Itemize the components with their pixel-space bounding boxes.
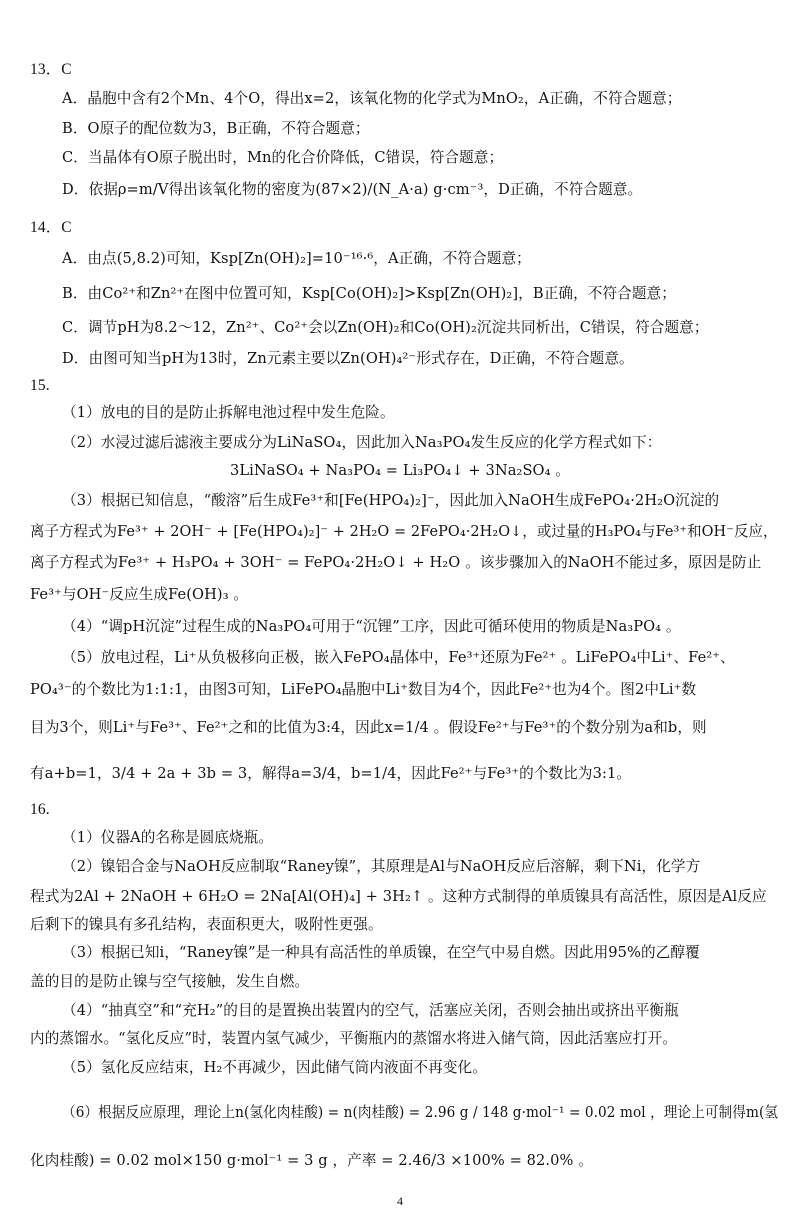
q15-part1: （1）放电的目的是防止拆解电池过程中发生危险。 [62, 404, 395, 421]
q14-option-a: A．由点(5,8.2)可知，Ksp[Zn(OH)₂]=10⁻¹⁶·⁶，A正确，不符合题意； [62, 250, 531, 267]
q15-part3-line4: Fe³⁺与OH⁻反应生成Fe(OH)₃ 。 [30, 586, 249, 603]
q13-number: 13．C [30, 61, 72, 78]
q14-option-d: D．由图可知当pH为13时，Zn元素主要以Zn(OH)₄²⁻形式存在，D正确，不符合题意。 [62, 350, 634, 367]
q16-part5: （5）氢化反应结束，H₂不再减少，因此储气筒内液面不再变化。 [62, 1059, 487, 1076]
page-number: 4 [397, 1194, 403, 1208]
q16-number: 16. [30, 801, 50, 818]
q15-part5-line4: 有a+b=1，3/4 + 2a + 3b = 3，解得a=3/4，b=1/4，因此Fe²⁺与Fe³⁺的个数比为3:1。 [30, 765, 632, 782]
q16-part6-line2: 化肉桂酸) = 0.02 mol×150 g·mol⁻¹ = 3 g ，产率 = 2.46/3 ×100% = 82.0% 。 [30, 1152, 593, 1169]
q15-part4: （4）“调pH沉淀”过程生成的Na₃PO₄可用于“沉锂”工序，因此可循环使用的物质是Na₃PO₄ 。 [62, 618, 681, 635]
q15-part3-line1: （3）根据已知信息，“酸溶”后生成Fe³⁺和[Fe(HPO₄)₂]⁻，因此加入NaOH生成FePO₄·2H₂O沉淀的 [62, 492, 720, 509]
q16-part4-line2: 内的蒸馏水。“氢化反应”时，装置内氢气减少，平衡瓶内的蒸馏水将进入储气筒，因此活塞应打开。 [30, 1030, 677, 1047]
q13-option-c: C．当晶体有O原子脱出时，Mn的化合价降低，C错误，符合题意； [62, 149, 504, 166]
q16-part1: （1）仪器A的名称是圆底烧瓶。 [62, 829, 274, 846]
q16-part6-line1: （6）根据反应原理，理论上n(氢化肉桂酸) = n(肉桂酸) = 2.96 g / 148 g·mol⁻¹ = 0.02 mol ，理论上可制得m(氢 [62, 1104, 779, 1121]
q15-part3-line2: 离子方程式为Fe³⁺ + 2OH⁻ + [Fe(HPO₄)₂]⁻ + 2H₂O = 2FePO₄·2H₂O↓，或过量的H₃PO₄与Fe³⁺和OH⁻反应， [30, 523, 778, 540]
q13-option-b: B．O原子的配位数为3，B正确，不符合题意； [62, 120, 370, 137]
q15-part5-line3: 目为3个，则Li⁺与Fe³⁺、Fe²⁺之和的比值为3:4，因此x=1/4 。假设Fe²⁺与Fe³⁺的个数分别为a和b，则 [30, 719, 707, 736]
q15-number: 15. [30, 377, 50, 394]
q15-part3-line3: 离子方程式为Fe³⁺ + H₃PO₄ + 3OH⁻ = FePO₄·2H₂O↓ + H₂O 。该步骤加入的NaOH不能过多，原因是防止 [30, 554, 762, 571]
q13-option-d: D．依据ρ=m/V得出该氧化物的密度为(87×2)/(N_A·a) g·cm⁻³，D正确，不符合题意。 [62, 181, 643, 198]
q16-part4-line1: （4）“抽真空”和“充H₂”的目的是置换出装置内的空气，活塞应关闭，否则会抽出或挤出平衡瓶 [62, 1002, 679, 1019]
q16-part2-line1: （2）镍铝合金与NaOH反应制取“Raney镍”，其原理是Al与NaOH反应后溶解，剩下Ni，化学方 [62, 858, 701, 875]
q14-number: 14．C [30, 219, 72, 236]
q16-part3-line2: 盖的目的是防止镍与空气接触，发生自燃。 [30, 973, 310, 990]
q15-part5-line2: PO₄³⁻的个数比为1:1:1，由图3可知，LiFePO₄晶胞中Li⁺数目为4个，因此Fe²⁺也为4个。图2中Li⁺数 [30, 681, 697, 698]
q13-option-a: A．晶胞中含有2个Mn、4个O，得出x=2，该氧化物的化学式为MnO₂，A正确，不符合题意； [62, 90, 682, 107]
q15-equation: 3LiNaSO₄ + Na₃PO₄ = Li₃PO₄↓ + 3Na₂SO₄ 。 [229, 462, 571, 479]
q16-part3-line1: （3）根据已知ⅰ，“Raney镍”是一种具有高活性的单质镍，在空气中易自燃。因此用95%的乙醇覆 [62, 944, 700, 961]
q14-option-b: B．由Co²⁺和Zn²⁺在图中位置可知，Ksp[Co(OH)₂]>Ksp[Zn(OH)₂]，B正确，不符合题意； [62, 285, 676, 302]
q14-option-c: C．调节pH为8.2～12，Zn²⁺、Co²⁺会以Zn(OH)₂和Co(OH)₂沉淀共同析出，C错误，符合题意； [62, 319, 709, 336]
q15-part2: （2）水浸过滤后滤液主要成分为LiNaSO₄，因此加入Na₃PO₄发生反应的化学方程式如下： [62, 434, 662, 451]
q16-part2-line2: 程式为2Al + 2NaOH + 6H₂O = 2Na[Al(OH)₄] + 3H₂↑ 。这种方式制得的单质镍具有高活性，原因是Al反应 [30, 888, 767, 905]
q16-part2-line3: 后剩下的镍具有多孔结构，表面积更大，吸附性更强。 [30, 916, 383, 933]
q15-part5-line1: （5）放电过程，Li⁺从负极移向正极，嵌入FePO₄晶体中，Fe³⁺还原为Fe²⁺ 。LiFePO₄中Li⁺、Fe²⁺、 [62, 649, 735, 666]
